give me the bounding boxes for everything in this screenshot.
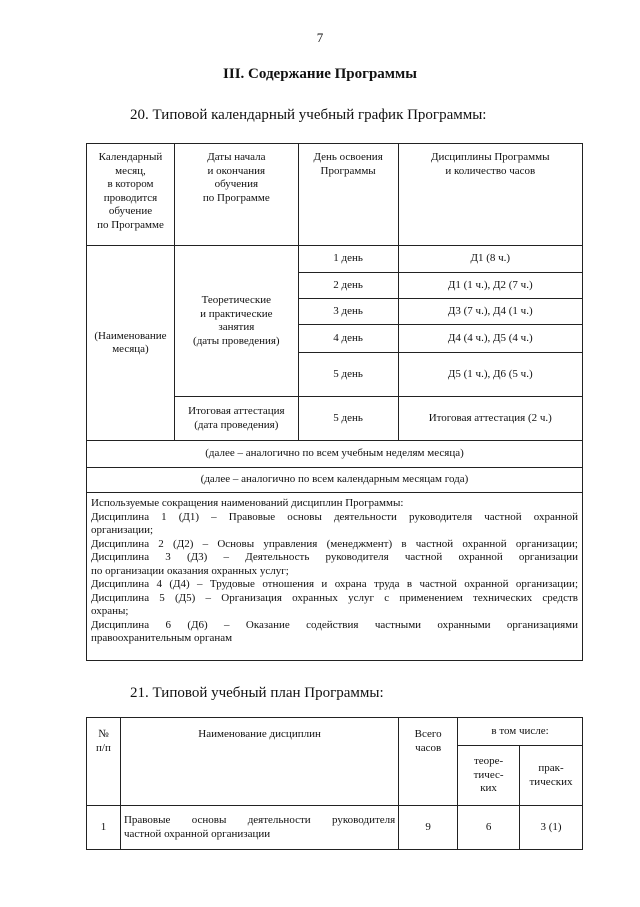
discipline-cell: Д1 (1 ч.), Д2 (7 ч.) — [398, 273, 582, 299]
plan-heading: 21. Типовой учебный план Программы: — [130, 685, 384, 701]
abbr-line: правоохранительным органам — [91, 632, 233, 644]
row-theory: 6 — [458, 806, 520, 850]
abbr-line: Дисциплина 5 (Д5) – Организация охранных услуг с применением технических средств — [91, 591, 578, 604]
discipline-cell: Д5 (1 ч.), Д6 (5 ч.) — [398, 353, 582, 397]
abbr-line: Дисциплина 4 (Д4) – Трудовые отношения и охрана труда в частной охранной организации; — [91, 578, 578, 590]
schedule-table — [86, 143, 583, 661]
row-num: 1 — [87, 806, 121, 850]
note-months: (далее – аналогично по всем календарным месяцам года) — [87, 468, 583, 493]
row-practice: 3 (1) — [520, 806, 583, 850]
day-cell: 3 день — [298, 299, 398, 325]
attestation-discipline-cell: Итоговая аттестация (2 ч.) — [398, 397, 582, 441]
header-month: Календарный месяц, в котором проводится обучение по Программе — [87, 144, 175, 246]
abbreviations-cell — [87, 493, 583, 661]
row-name: Правовые основы деятельности руководителя частной охранной организации — [120, 806, 398, 850]
header-dates: Даты начала и окончания обучения по Программе — [174, 144, 298, 246]
day-cell: 4 день — [298, 325, 398, 353]
discipline-cell: Д3 (7 ч.), Д4 (1 ч.) — [398, 299, 582, 325]
abbr-line: Используемые сокращения наименований дисциплин Программы: — [91, 497, 404, 509]
abbr-line: Дисциплина 2 (Д2) – Основы управления (менеджмент) в частной охранной организации; — [91, 537, 578, 550]
header-name: Наименование дисциплин — [120, 718, 398, 806]
abbr-line: организации; — [91, 524, 154, 536]
theory-cell: Теоретические и практические занятия (даты проведения) — [174, 246, 298, 397]
row-total: 9 — [399, 806, 458, 850]
abbr-line: Дисциплина 1 (Д1) – Правовые основы деятельности руководителя частной охранной — [91, 510, 578, 523]
page-number: 7 — [316, 30, 324, 45]
header-practice: прак- тических — [520, 746, 583, 806]
section-title: III. Содержание Программы — [223, 66, 417, 82]
header-including: в том числе: — [458, 718, 583, 746]
header-day: День освоения Программы — [298, 144, 398, 246]
plan-table — [86, 717, 583, 850]
header-num: № п/п — [87, 718, 121, 806]
abbr-line: по организации оказания охранных услуг; — [91, 564, 289, 577]
attestation-cell: Итоговая аттестация (дата проведения) — [174, 397, 298, 441]
abbr-line: Дисциплина 3 (Д3) – Деятельность руководителя частной охранной организации — [91, 551, 578, 563]
discipline-cell: Д4 (4 ч.), Д5 (4 ч.) — [398, 325, 582, 353]
header-disciplines: Дисциплины Программы и количество часов — [398, 144, 582, 246]
day-cell: 1 день — [298, 246, 398, 273]
day-cell: 5 день — [298, 353, 398, 397]
header-theory: теоре- тичес- ких — [458, 746, 520, 806]
discipline-cell: Д1 (8 ч.) — [398, 246, 582, 273]
day-cell: 2 день — [298, 273, 398, 299]
attestation-day-cell: 5 день — [298, 397, 398, 441]
note-weeks: (далее – аналогично по всем учебным неделям месяца) — [87, 441, 583, 468]
abbr-line: Дисциплина 6 (Д6) – Оказание содействия частными охранными организациями — [91, 618, 578, 631]
header-total: Всего часов — [399, 718, 458, 806]
schedule-heading: 20. Типовой календарный учебный график Программы: — [130, 107, 487, 123]
month-cell: (Наименование месяца) — [87, 246, 175, 441]
abbr-line: охраны; — [91, 605, 129, 617]
